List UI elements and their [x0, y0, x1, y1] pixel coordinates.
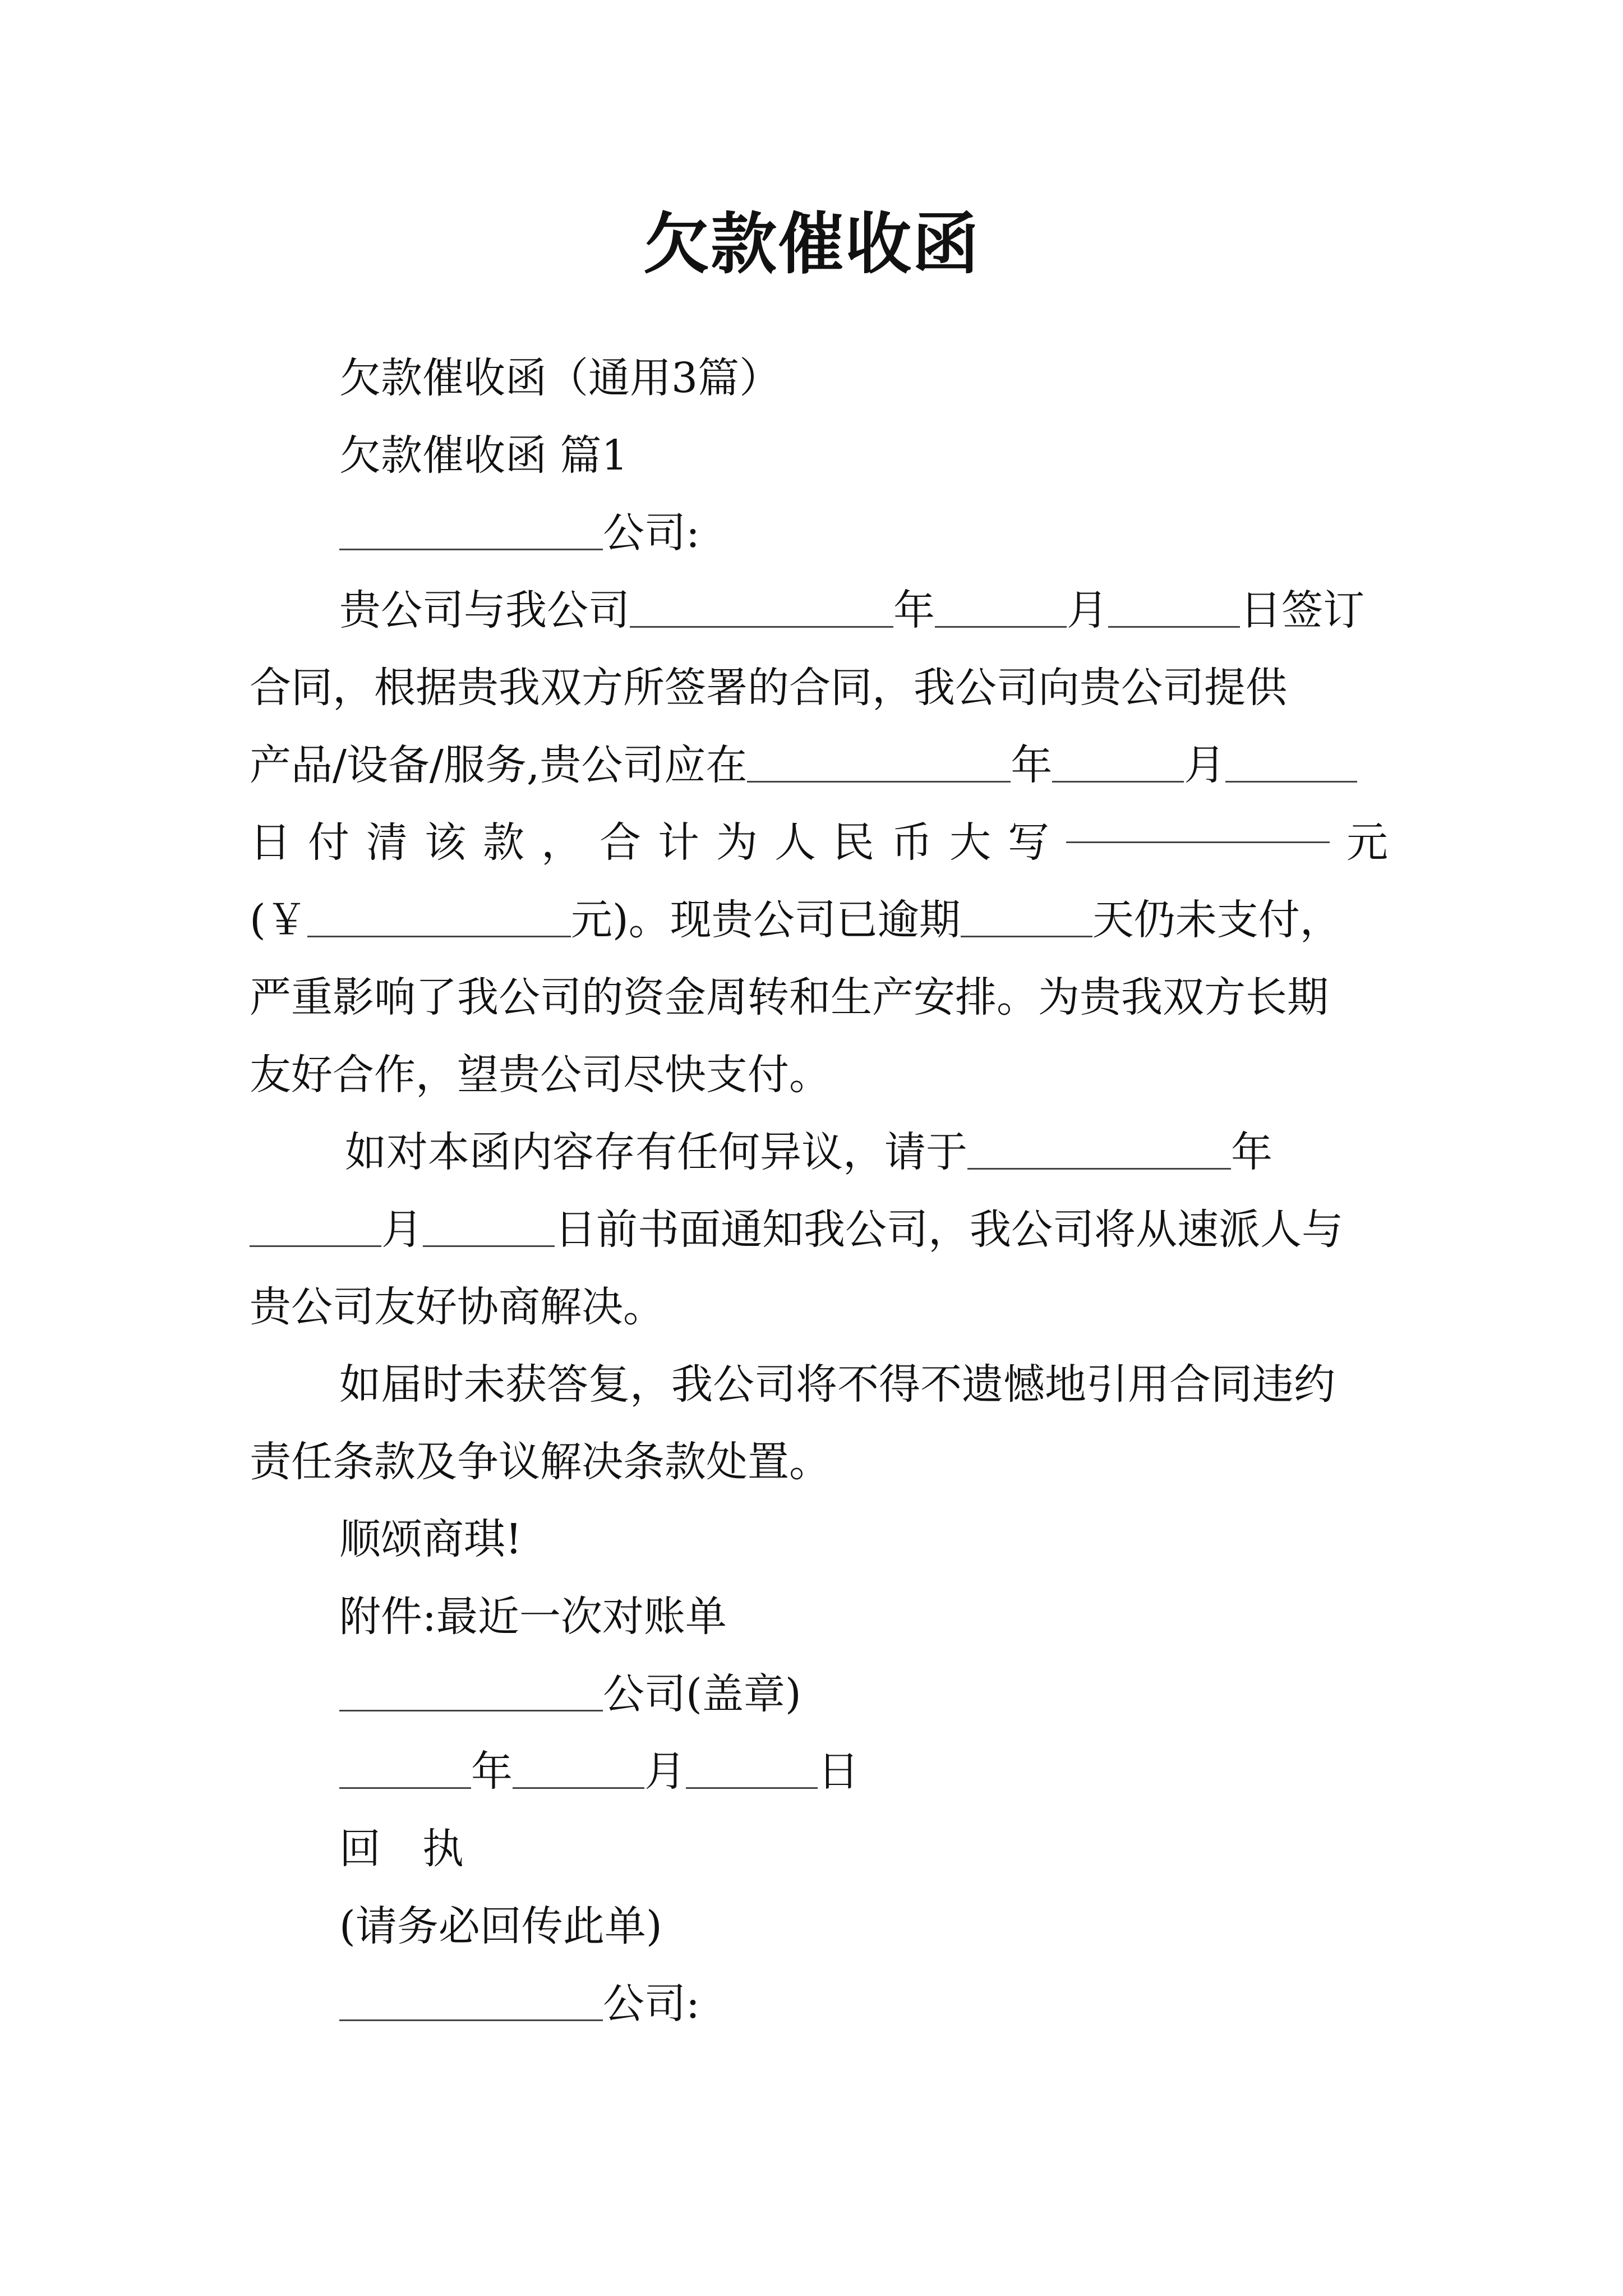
text-segment: 日: [818, 1747, 859, 1796]
paragraph1-line2: 合同，根据贵我双方所签署的合同，我公司向贵公司提供: [250, 664, 1287, 712]
document-body: [250, 339, 1388, 2042]
blank-field: [747, 743, 1011, 783]
paragraph1-line7: 友好合作，望贵公司尽快支付。: [250, 1051, 831, 1099]
section-title: 欠款催收函 篇1: [339, 431, 628, 480]
text-segment: 月: [381, 1205, 423, 1254]
blank-field: [967, 1130, 1231, 1170]
blank-field: [307, 898, 571, 937]
paragraph2-line2: [250, 1191, 1388, 1268]
salutation-suffix: 公司:: [603, 1980, 700, 2028]
text-segment: 日签订: [1240, 586, 1364, 634]
text-segment: 月: [1067, 586, 1108, 634]
text-char: 为: [716, 818, 758, 867]
document-heading: 欠款催收函（通用3篇）: [339, 354, 781, 402]
text-char: 写: [1008, 818, 1049, 867]
paragraph2-line3: 贵公司友好协商解决。: [250, 1283, 665, 1331]
salutation-suffix: 公司:: [603, 509, 700, 557]
text-char: 计: [658, 818, 699, 867]
blank-field: [630, 588, 893, 628]
text-segment: 年: [893, 586, 935, 634]
paragraph1-line6: 严重影响了我公司的资金周转和生产安排。为贵我双方长期: [250, 973, 1329, 1022]
blank-field: [250, 1208, 381, 1247]
text-char: 币: [891, 818, 933, 867]
text-segment: 年: [1231, 1128, 1272, 1176]
date-line: [250, 1733, 1388, 1810]
blank-field: [935, 588, 1067, 628]
text-char: 日: [250, 818, 291, 867]
blank-field: [423, 1208, 555, 1247]
text-segment: 月: [1184, 741, 1226, 789]
text-segment: 年: [1011, 741, 1053, 789]
text-char: 清: [366, 818, 408, 867]
text-segment: 元)。现贵公司已逾期: [570, 896, 961, 944]
text-segment: 天仍未支付，: [1092, 896, 1341, 944]
text-segment: 月: [644, 1747, 686, 1796]
blank-field: [686, 1750, 818, 1789]
text-char: 该: [425, 818, 466, 867]
receipt-note: (请务必回传此单): [339, 1902, 662, 1950]
blank-field: [1225, 743, 1357, 783]
text-segment: (￥: [250, 896, 307, 944]
text-char: 大: [949, 818, 991, 867]
company-name-blank: [339, 1982, 603, 2021]
signature: [250, 1655, 1388, 1733]
blank-field: [1052, 743, 1184, 783]
closing: 顺颂商琪!: [339, 1515, 522, 1563]
paragraph1-line4: [250, 804, 1388, 881]
blank-field: [961, 898, 1092, 937]
paragraph1-line1: [250, 572, 1388, 649]
salutation: [250, 494, 1388, 572]
paragraph1-line3: [250, 726, 1388, 804]
paragraph3-line2: 责任条款及争议解决条款处置。: [250, 1438, 831, 1486]
text-segment: 产品/设备/服务,贵公司应在: [250, 741, 748, 789]
paragraph3-line1: 如届时未获答复，我公司将不得不遗憾地引用合同违约: [339, 1360, 1335, 1409]
text-char: 民: [833, 818, 874, 867]
text-char: 付: [308, 818, 349, 867]
receipt-salutation: [250, 1965, 1388, 2042]
document-title: 欠款催收函: [643, 205, 980, 283]
blank-field: [339, 1750, 471, 1789]
blank-field: [1108, 588, 1240, 628]
signature-suffix: 公司(盖章): [603, 1670, 801, 1718]
blank-field: [513, 1750, 644, 1789]
paragraph1-line5: [250, 881, 1388, 959]
text-char: 合: [600, 818, 641, 867]
paragraph2-line1: [250, 1114, 1388, 1191]
text-char: 款: [483, 818, 524, 867]
blank-field: [1066, 804, 1330, 843]
text-segment: 元: [1347, 818, 1388, 867]
text-char: 人: [774, 818, 816, 867]
text-segment: 年: [471, 1747, 513, 1796]
attachment: 附件:最近一次对账单: [339, 1593, 727, 1641]
text-char: ，: [541, 818, 583, 867]
receipt-title: 回 执: [339, 1825, 464, 1873]
text-segment: 日前书面通知我公司，我公司将从速派人与: [555, 1205, 1343, 1254]
text-segment: 如对本函内容存有任何异议，请于: [345, 1128, 967, 1176]
company-name-blank: [339, 1672, 603, 1711]
text-segment: 贵公司与我公司: [339, 586, 630, 634]
company-name-blank: [339, 511, 603, 550]
